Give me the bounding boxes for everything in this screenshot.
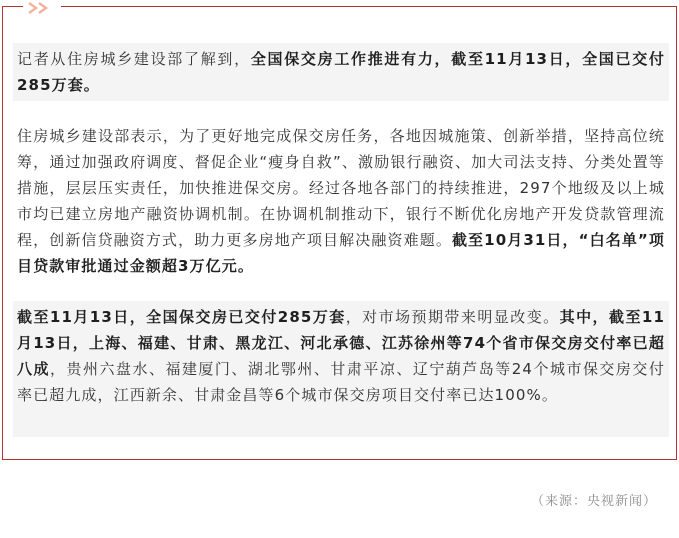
paragraph-text: ，贵州六盘水、福建厦门、湖北鄂州、甘肃平凉、辽宁葫芦岛等24个城市保交房交付率已超九成，江西新余、甘肃金昌等6个城市保交房项目交付率已达100%。 [17, 360, 666, 404]
paragraph-text: 住房城乡建设部表示，为了更好地完成保交房任务，各地因城施策、创新举措，坚持高位统筹，通过加强政府调度、督促企业“瘦身自救”、激励银行融资、加大司法支持、分类处置等措施，层层压实责任，加快推进保交房。经过各地各部门的持续推进，297个地级及以上城市均已建立房地产融资协调机制。在协调机制推动下，银行不断优化房地产开发贷款管理流程，创新信贷融资方式，助力更多房地产项目解决融资难题。 [17, 127, 665, 249]
paragraph-highlight: 全国保交房工作推进有力，截至11月13日，全国已交付285万套。 [17, 50, 665, 94]
paragraph-text: ，对市场预期带来明显改变。 [345, 308, 560, 326]
paragraph-intro [13, 43, 669, 101]
paragraph-delivery-progress [13, 301, 669, 437]
article-card [2, 6, 677, 460]
paragraph-highlight: 其中，截至11月13日，上海、福建、甘肃、黑龙江、河北承德、江苏徐州等74个省市保交房交付率已超八成 [17, 308, 665, 378]
paragraph-highlight: 截至11月13日，全国保交房已交付285万套 [17, 308, 346, 326]
paragraph-highlight: 截至10月31日，“白名单”项目贷款审批通过金额超3万亿元。 [17, 231, 666, 275]
source-credit: （来源：央视新闻） [530, 494, 657, 509]
paragraph-text: 记者从住房城乡建设部了解到， [17, 50, 251, 68]
paragraph-measures [13, 120, 669, 282]
double-chevron-right-icon [23, 1, 61, 15]
